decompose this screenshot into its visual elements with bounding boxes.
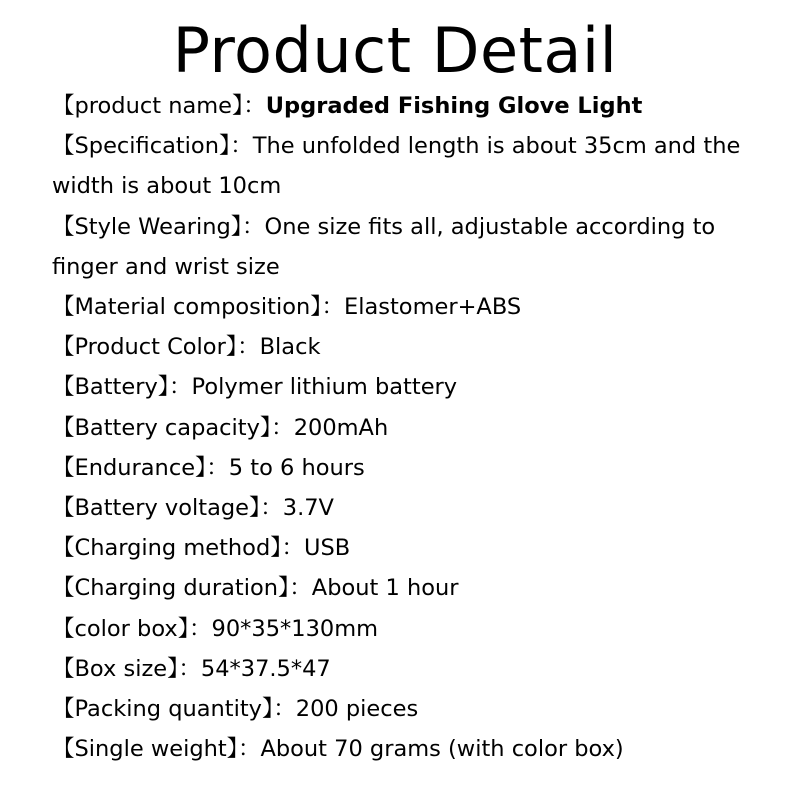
spec-label: 【Material composition】 (52, 294, 322, 321)
spec-row-color-box (52, 609, 762, 649)
spec-value: 5 to 6 hours (228, 454, 365, 481)
spec-label: 【Product Color】 (52, 334, 238, 361)
spec-row-product-name (52, 86, 762, 126)
spec-value: 90*35*130mm (211, 615, 379, 642)
spec-value: 54*37.5*47 (200, 655, 331, 682)
spec-value: One size fits all, adjustable according to finger and wrist size (52, 213, 716, 280)
spec-separator: ： (178, 655, 201, 682)
spec-separator: ： (237, 334, 260, 361)
spec-value: About 1 hour (311, 575, 459, 602)
spec-separator: ： (260, 495, 283, 522)
spec-label: 【product name】 (52, 93, 244, 119)
spec-row-battery (52, 367, 762, 407)
spec-label: 【Box size】 (52, 655, 179, 682)
spec-row-packing-quantity (52, 689, 762, 729)
spec-separator: ： (321, 294, 344, 321)
page-title: Product Detail (172, 14, 618, 87)
spec-row-battery-capacity (52, 408, 762, 448)
spec-row-endurance (52, 448, 762, 488)
spec-separator: ： (230, 133, 253, 160)
spec-separator: ： (289, 575, 312, 602)
spec-label: 【Charging duration】 (52, 575, 290, 602)
spec-row-single-weight (52, 729, 762, 769)
spec-separator: ： (281, 535, 304, 562)
spec-separator: ： (237, 736, 261, 763)
spec-value: Polymer lithium battery (191, 374, 458, 401)
spec-value: About 70 grams (with color box) (260, 736, 624, 763)
spec-label: 【Battery capacity】 (52, 414, 272, 441)
spec-separator: ： (273, 696, 296, 723)
spec-label: 【Endurance】 (52, 454, 207, 481)
spec-separator: ： (169, 374, 192, 401)
spec-label: 【color box】 (52, 615, 189, 642)
spec-value: USB (304, 535, 351, 562)
spec-list (52, 86, 762, 769)
spec-row-specification (52, 126, 762, 206)
spec-row-charging-method (52, 528, 762, 568)
spec-value: Black (259, 334, 321, 361)
spec-row-style-wearing (52, 207, 762, 287)
spec-value: Upgraded Fishing Glove Light (265, 93, 643, 119)
spec-separator: ： (188, 615, 212, 642)
spec-label: 【Battery voltage】 (52, 495, 261, 522)
spec-label: 【Style Wearing】 (52, 213, 243, 240)
spec-value: Elastomer+ABS (344, 294, 522, 321)
spec-row-box-size (52, 649, 762, 689)
spec-label: 【Packing quantity】 (52, 696, 274, 723)
spec-label: 【Specification】 (52, 133, 231, 160)
spec-row-material-composition (52, 287, 762, 327)
spec-label: 【Battery】 (52, 374, 170, 401)
spec-label: 【Single weight】 (52, 736, 238, 763)
spec-row-charging-duration (52, 568, 762, 608)
spec-row-battery-voltage (52, 488, 762, 528)
spec-separator: ： (271, 414, 294, 441)
spec-value: The unfolded length is about 35cm and the width is about 10cm (52, 133, 741, 200)
spec-separator: ： (243, 93, 266, 119)
spec-separator: ： (206, 454, 229, 481)
spec-value: 3.7V (282, 495, 334, 522)
spec-label: 【Charging method】 (52, 535, 282, 562)
spec-separator: ： (242, 213, 265, 240)
spec-value: 200 pieces (295, 696, 419, 723)
spec-value: 200mAh (293, 414, 389, 441)
spec-row-product-color (52, 327, 762, 367)
